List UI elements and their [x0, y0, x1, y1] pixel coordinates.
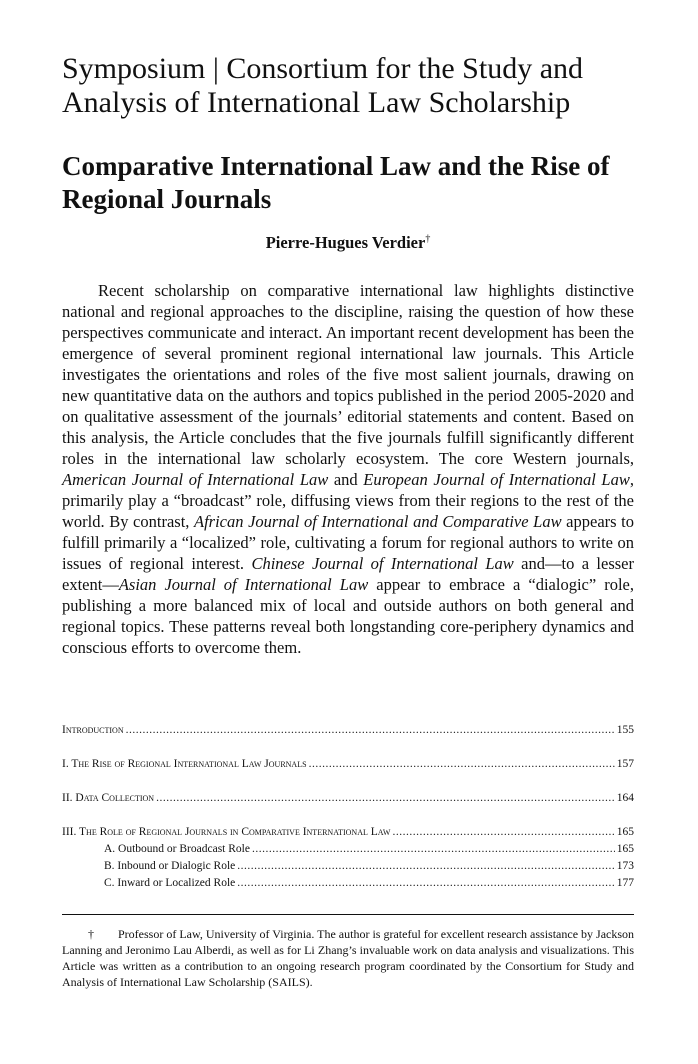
journal-ejil: European Journal of International Law — [363, 470, 630, 489]
toc-page-number: 164 — [616, 792, 634, 804]
toc-page-number: 157 — [616, 758, 634, 770]
article-title: Comparative International Law and the Rise of Regional Journals — [62, 151, 610, 214]
footnote — [62, 926, 634, 990]
author-name: Pierre-Hugues Verdier — [265, 233, 426, 252]
abstract-text: and—to a lesser extent— — [62, 554, 634, 594]
footnote-divider — [62, 914, 634, 915]
toc-label: Introduction — [62, 724, 124, 736]
toc-leader — [237, 877, 615, 889]
author-footnote-mark: † — [425, 233, 431, 245]
symposium-heading: Symposium | Consortium for the Study and Analysis of International Law Scholarship — [62, 52, 584, 119]
toc-label: II. Data Collection — [62, 792, 155, 804]
abstract-text: , primarily play a “broadcast” role, diffusing views from their regions to the rest of the world. By contrast, — [62, 470, 634, 531]
toc-page-number: 155 — [616, 724, 634, 736]
toc-entry[interactable] — [62, 758, 634, 775]
toc-entry[interactable] — [62, 826, 634, 843]
toc-entry[interactable] — [62, 724, 634, 741]
toc-label: C. Inward or Localized Role — [104, 877, 236, 889]
toc-label: B. Inbound or Dialogic Role — [104, 860, 236, 872]
toc-leader — [392, 826, 614, 838]
toc-entry[interactable] — [62, 792, 634, 809]
footnote-mark: † — [88, 927, 94, 941]
footnote-text: Professor of Law, University of Virginia. The author is grateful for excellent research assistance by Jackson Lanning and Jeronimo Lau Alberdi, as well as for Li Zhang’s invaluable work on data analysis and visualizations. This Article was written as a contribution to an ongoing research program coordinated by the Consortium for Study and Analysis of International Law Scholarship (SAILS). — [62, 927, 635, 989]
journal-ajil: American Journal of International Law — [62, 470, 329, 489]
journal-ajicl: African Journal of International and Comparative Law — [194, 512, 562, 531]
toc-leader — [126, 724, 615, 736]
toc-page-number: 177 — [616, 877, 634, 889]
journal-cjil: Chinese Journal of International Law — [251, 554, 514, 573]
toc-leader — [309, 758, 615, 770]
toc-leader — [252, 843, 615, 855]
toc-subentry[interactable] — [62, 860, 634, 877]
toc-page-number: 165 — [616, 843, 634, 855]
toc-leader — [237, 860, 614, 872]
toc-page-number: 165 — [616, 826, 634, 838]
abstract-text: appears to fulfill primarily a “localized” role, cultivating a forum for regional authors to write on issues of regional interest. — [62, 512, 634, 573]
abstract — [62, 280, 634, 658]
toc-page-number: 173 — [616, 860, 634, 872]
toc-label: III. The Role of Regional Journals in Comparative International Law — [62, 826, 391, 838]
toc-leader — [156, 792, 615, 804]
author-line — [62, 233, 634, 253]
journal-asjil: Asian Journal of International Law — [118, 575, 369, 594]
table-of-contents — [62, 724, 634, 894]
toc-subentry[interactable] — [62, 877, 634, 894]
abstract-text: Recent scholarship on comparative international law highlights distinctive national and regional approaches to the discipline, raising the question of how these perspectives communicate and interact. An important recent development has been the emergence of several prominent regional international law journals. This Article investigates the orientations and roles of the five most salient journals, drawing on new quantitative data on the authors and topics published in the period 2005-2020 and on qualitative assessment of the journals’ editorial statements and content. Based on this analysis, the Article concludes that the five journals fulfill significantly different roles in the international law scholarly ecosystem. The core Western journals, — [62, 281, 634, 468]
abstract-text: and — [328, 470, 364, 489]
toc-label: A. Outbound or Broadcast Role — [104, 843, 250, 855]
toc-subentry[interactable] — [62, 843, 634, 860]
abstract-text: appear to embrace a “dialogic” role, publishing a more balanced mix of local and outside authors on both general and regional topics. These patterns reveal both longstanding core-periphery dynamics and conscious efforts to overcome them. — [62, 575, 634, 657]
toc-label: I. The Rise of Regional International Law Journals — [62, 758, 307, 770]
